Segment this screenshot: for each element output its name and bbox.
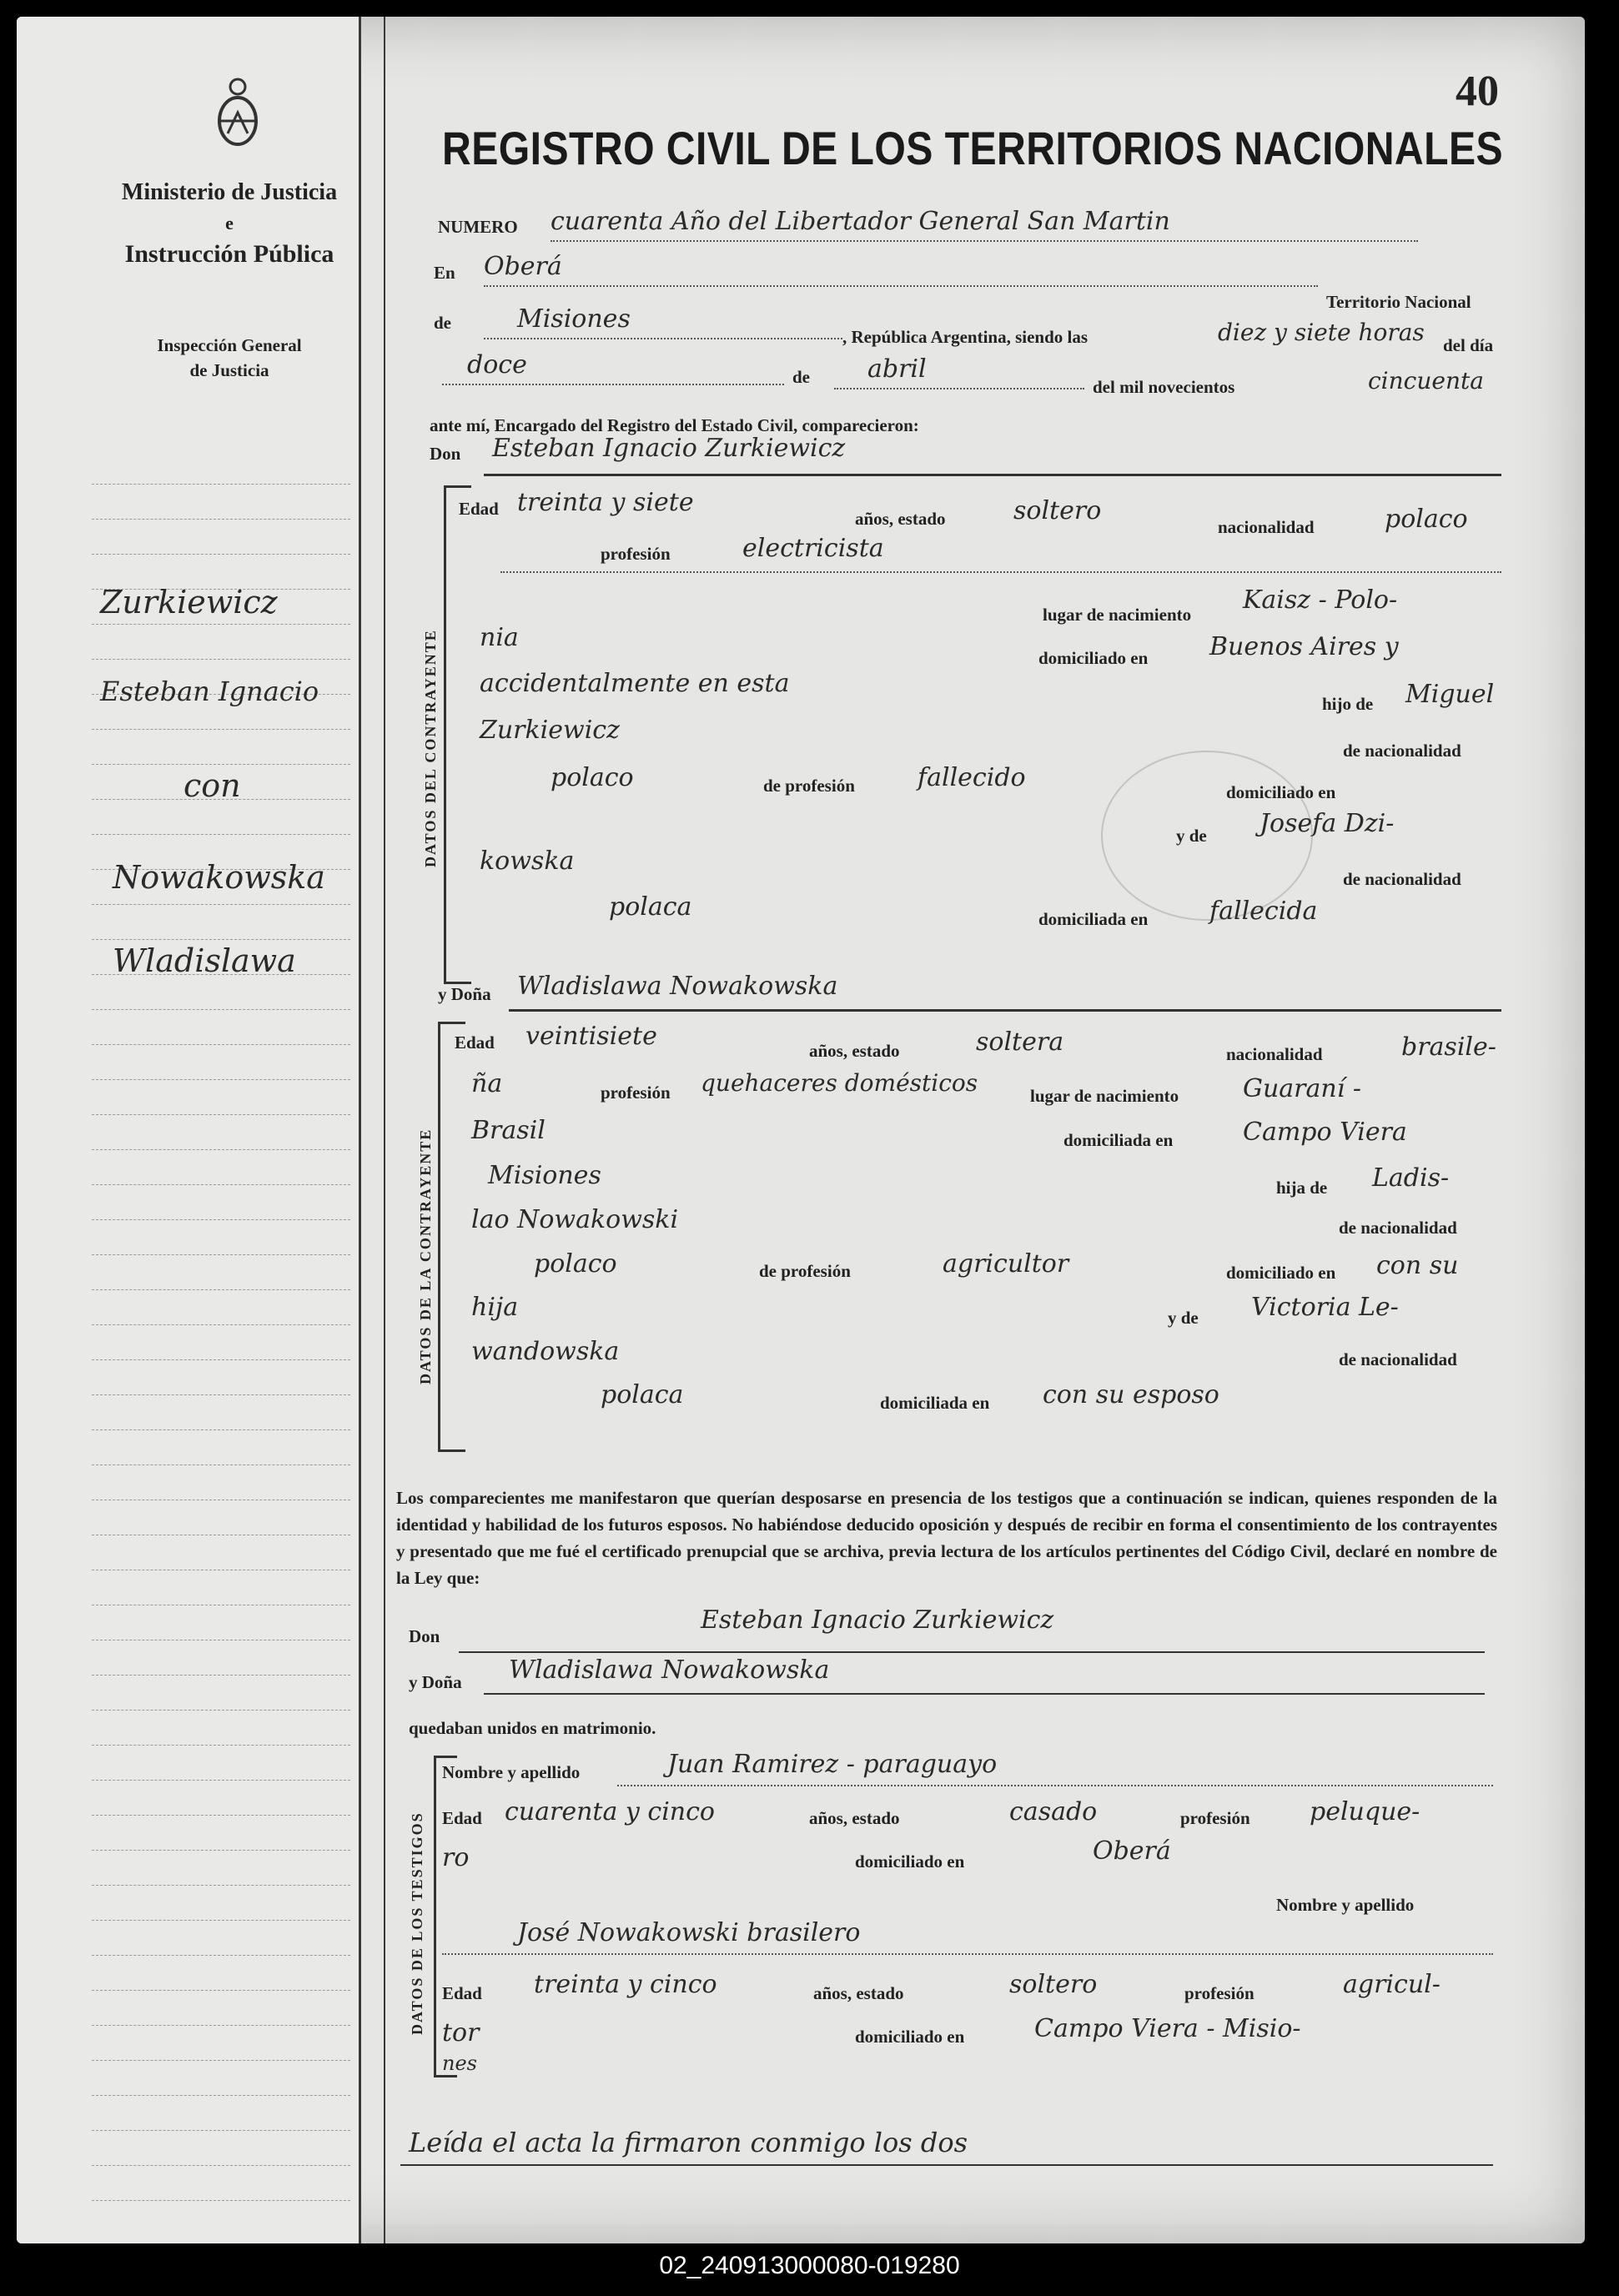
unidos-label: quedaban unidos en matrimonio. <box>409 1718 656 1738</box>
margin-rule <box>92 1149 350 1150</box>
margin-rule <box>92 624 350 625</box>
f-y-de-label: y de <box>1168 1308 1199 1328</box>
margin-note-given-names: Esteban Ignacio <box>100 676 319 707</box>
f-lugar-value2: Brasil <box>471 1116 546 1145</box>
republica-label: , República Argentina, siendo las <box>842 327 1089 347</box>
c-de-nac-label: de nacionalidad <box>1343 741 1461 761</box>
decl-dona-value: Wladislawa Nowakowska <box>509 1655 830 1685</box>
t1-prof-label: profesión <box>1180 1808 1250 1828</box>
mes-line <box>834 388 1084 389</box>
t1-dom-label: domiciliado en <box>855 1851 965 1871</box>
f-dom-label: domiciliada en <box>1063 1130 1174 1150</box>
ministry-line3: Instrucción Pública <box>124 240 334 268</box>
t1-nombre-label: Nombre y apellido <box>442 1762 581 1782</box>
margin-rule <box>92 519 350 520</box>
margin-rule <box>92 1289 350 1290</box>
closing-line <box>400 2164 1493 2166</box>
margin-rule <box>92 1044 350 1045</box>
margin-rule <box>92 1955 350 1956</box>
dona-value: Wladislawa Nowakowska <box>517 972 838 1001</box>
f-nac-value2: ña <box>471 1069 503 1098</box>
f-padre-value2: lao Nowakowski <box>471 1205 679 1234</box>
territorio-label: Territorio Nacional <box>1326 292 1471 312</box>
numero-value: cuarenta Año del Libertador General San Martin <box>551 207 1170 236</box>
t2-nombre-line <box>442 1953 1493 1955</box>
c-estado-value: soltero <box>1013 496 1102 525</box>
t2-dom: Campo Viera - Misio- <box>1034 2014 1301 2043</box>
margin-rule <box>92 1254 350 1255</box>
f-madre-nac: polaca <box>601 1380 684 1409</box>
margin-note-bride-surname: Nowakowska <box>113 859 325 896</box>
t2-anios-label: años, estado <box>813 1983 904 2003</box>
en-label: En <box>434 263 455 283</box>
margin-rule <box>92 1114 350 1115</box>
faded-stamp <box>1101 751 1313 921</box>
t1-prof2: ro <box>442 1843 470 1872</box>
page-number: 40 <box>1456 68 1499 115</box>
margin-rule <box>92 1394 350 1395</box>
margin-rule <box>92 484 350 485</box>
margin-rule <box>92 1850 350 1851</box>
mes-de-label: de <box>792 367 810 387</box>
margin-rule <box>92 2130 350 2131</box>
margin-divider <box>359 17 361 2243</box>
numero-label: NUMERO <box>438 217 518 237</box>
margin-rule <box>92 1885 350 1886</box>
f-madre-dom-label: domiciliada en <box>880 1393 990 1413</box>
don-label: Don <box>430 444 461 464</box>
t2-estado: soltero <box>1009 1970 1098 1999</box>
f-padre-dom1: con su <box>1376 1251 1459 1280</box>
c-padre-value1: Miguel <box>1405 680 1495 709</box>
t2-prof1: agricul- <box>1343 1970 1441 1999</box>
c-dom-label: domiciliado en <box>1038 648 1149 668</box>
del-dia-label: del día <box>1443 335 1494 355</box>
ante-label: ante mí, Encargado del Registro del Estado Civil, comparecieron: <box>430 415 919 435</box>
decl-dona-label: y Doña <box>409 1672 462 1692</box>
decl-dona-line <box>484 1693 1485 1695</box>
c-hijo-label: hijo de <box>1322 694 1374 714</box>
margin-rule <box>92 1359 350 1360</box>
f-nac-label: nacionalidad <box>1226 1044 1323 1064</box>
t2-edad: treinta y cinco <box>534 1970 717 1999</box>
mes-value: abril <box>867 354 927 384</box>
c-lugar-label: lugar de nacimiento <box>1043 605 1192 625</box>
c-dom-value2: accidentalmente en esta <box>480 669 790 698</box>
f-de-nac-label: de nacionalidad <box>1339 1218 1457 1238</box>
de-line <box>484 338 842 339</box>
dia-line <box>442 384 784 385</box>
t2-nombre: José Nowakowski brasilero <box>517 1918 861 1947</box>
f-padre-dom-label: domiciliado en <box>1226 1263 1336 1283</box>
en-line <box>484 285 1318 287</box>
margin-rule <box>92 939 350 940</box>
margin-note-con: con <box>184 767 241 804</box>
inspection-line2: de Justicia <box>189 360 269 380</box>
f-anios-label: años, estado <box>809 1041 900 1061</box>
t2-prof2: tor <box>442 2018 480 2047</box>
margin-rule <box>92 1184 350 1185</box>
t2-prof-label: profesión <box>1184 1983 1254 2003</box>
anio-value: cincuenta <box>1368 367 1484 394</box>
inspection-line1: Inspección General <box>157 335 302 355</box>
c-nac-value: polaco <box>1385 505 1468 534</box>
de-value: Misiones <box>517 304 631 334</box>
hora-value: diez y siete horas <box>1218 319 1425 346</box>
margin-rule <box>92 1990 350 1991</box>
margin-rule <box>92 2200 350 2201</box>
margin-rule <box>92 554 350 555</box>
f-edad-label: Edad <box>455 1032 495 1053</box>
margin-note-surname: Zurkiewicz <box>100 584 278 620</box>
margin-rule <box>92 2025 350 2026</box>
margin-rule <box>92 1429 350 1430</box>
f-padre-value1: Ladis- <box>1372 1163 1450 1193</box>
margin-rule <box>92 2060 350 2061</box>
margin-rule <box>92 764 350 765</box>
de-label: de <box>434 313 451 333</box>
c-padre-prof: fallecido <box>918 763 1026 792</box>
image-caption: 02_240913000080-019280 <box>659 2252 960 2279</box>
t1-estado: casado <box>1009 1797 1098 1826</box>
c-madre-nac: polaca <box>609 892 692 922</box>
f-edad-value: veintisiete <box>525 1022 657 1051</box>
f-de-prof-label: de profesión <box>759 1261 851 1281</box>
margin-rule <box>92 1780 350 1781</box>
c-dom-value1: Buenos Aires y <box>1209 632 1399 661</box>
c-prof-line <box>500 571 1501 573</box>
c-madre-nac-label: de nacionalidad <box>1343 869 1461 889</box>
ministry-line2: e <box>225 213 234 234</box>
contrayente-bracket <box>444 485 471 984</box>
decl-don-label: Don <box>409 1626 440 1646</box>
ministry-line1: Ministerio de Justicia <box>121 179 338 205</box>
f-dom-value1: Campo Viera <box>1243 1118 1407 1147</box>
f-estado-value: soltera <box>976 1027 1064 1057</box>
t2-nombre-label: Nombre y apellido <box>1276 1895 1415 1915</box>
margin-rule <box>92 1710 350 1711</box>
c-madre-dom: fallecida <box>1209 897 1318 926</box>
margin-rule <box>92 1745 350 1746</box>
c-lugar-value1: Kaisz - Polo- <box>1243 585 1398 615</box>
margin-rule <box>92 1815 350 1816</box>
coat-of-arms-icon <box>213 75 263 150</box>
c-prof-label: profesión <box>601 544 671 564</box>
f-padre-nac: polaco <box>534 1249 617 1279</box>
decl-don-value: Esteban Ignacio Zurkiewicz <box>701 1605 1054 1635</box>
margin-divider-inner <box>384 17 385 2243</box>
margin-rule <box>92 834 350 835</box>
f-madre-dom: con su esposo <box>1043 1380 1219 1409</box>
f-dom-value2: Misiones <box>488 1161 601 1190</box>
dia-value: doce <box>467 350 527 379</box>
don-line <box>484 474 1501 476</box>
margin-rule <box>92 2095 350 2096</box>
f-madre-value1: Victoria Le- <box>1251 1293 1399 1322</box>
margin-rule <box>92 1324 350 1325</box>
decl-don-line <box>459 1651 1485 1653</box>
f-lugar-label: lugar de nacimiento <box>1030 1086 1179 1106</box>
numero-line <box>551 240 1418 242</box>
f-hija-label: hija de <box>1276 1178 1328 1198</box>
don-value: Esteban Ignacio Zurkiewicz <box>492 434 846 463</box>
f-lugar-value1: Guaraní - <box>1243 1074 1361 1103</box>
c-padre-dom-label: domiciliado en <box>1226 782 1336 802</box>
t1-anios-label: años, estado <box>809 1808 900 1828</box>
register-page <box>17 17 1585 2243</box>
margin-rule <box>92 1675 350 1676</box>
c-madre-dom-label: domiciliada en <box>1038 909 1149 929</box>
margin-rule <box>92 729 350 730</box>
margin-rule <box>92 1920 350 1921</box>
margin-rule <box>92 1219 350 1220</box>
c-padre-nac: polaco <box>551 763 634 792</box>
c-madre-value2: kowska <box>480 847 575 876</box>
t1-nombre: Juan Ramirez - paraguayo <box>667 1750 998 1779</box>
t1-dom: Oberá <box>1093 1836 1171 1866</box>
contrayente-f-side-label: DATOS DE LA CONTRAYENTE <box>417 1128 434 1384</box>
f-nac-value1: brasile- <box>1401 1032 1496 1062</box>
f-padre-prof: agricultor <box>943 1249 1069 1279</box>
margin-rule <box>92 2165 350 2166</box>
f-prof-label: profesión <box>601 1083 671 1103</box>
margin-note-bride-name: Wladislawa <box>113 942 296 979</box>
c-prof-value: electricista <box>742 534 884 563</box>
contrayente-f-bracket <box>438 1022 465 1452</box>
c-y-de-label: y de <box>1176 826 1207 846</box>
t2-dom-label: domiciliado en <box>855 2027 965 2047</box>
c-lugar-value2: nia <box>480 623 519 652</box>
en-value: Oberá <box>484 252 562 281</box>
t1-prof1: peluque- <box>1310 1797 1420 1826</box>
c-nac-label: nacionalidad <box>1218 517 1315 537</box>
contrayente-side-label: DATOS DEL CONTRAYENTE <box>422 629 439 867</box>
f-prof-value: quehaceres domésticos <box>701 1069 978 1097</box>
margin-rule <box>92 659 350 660</box>
c-anios-label: años, estado <box>855 509 946 529</box>
dona-line <box>509 1009 1501 1012</box>
t1-edad-label: Edad <box>442 1808 482 1828</box>
t1-nombre-line <box>617 1785 1493 1786</box>
del-mil-label: del mil novecientos <box>1093 377 1235 397</box>
testigos-side-label: DATOS DE LOS TESTIGOS <box>409 1811 425 2035</box>
margin-rule <box>92 1009 350 1010</box>
page-title: REGISTRO CIVIL DE LOS TERRITORIOS NACIONALES <box>442 122 1504 174</box>
t1-edad: cuarenta y cinco <box>505 1797 715 1826</box>
declaration-text: Los comparecientes me manifestaron que querían desposarse en presencia de los testigos que a continuación se indican, quienes responden de la identidad y habilidad de los futuros esposos. No habiéndose deducido oposición y después de recibir en forma el consentimiento de los contrayentes y presentado que me fué el certificado prenupcial que se archiva, previa lectura de los artículos pertinentes del Código Civil, declaré en nombre de la Ley que: <box>396 1488 1497 1588</box>
c-padre-value2: Zurkiewicz <box>480 716 620 745</box>
f-madre-nac-label: de nacionalidad <box>1339 1349 1457 1369</box>
t2-edad-label: Edad <box>442 1983 482 2003</box>
c-madre-value1: Josefa Dzi- <box>1260 809 1395 838</box>
t2-dom2: nes <box>442 2052 477 2075</box>
margin-rule <box>92 1079 350 1080</box>
dona-label: y Doña <box>438 984 491 1004</box>
c-de-prof-label: de profesión <box>763 776 855 796</box>
c-edad-value: treinta y siete <box>517 488 694 517</box>
f-padre-dom2: hija <box>471 1293 519 1322</box>
margin-rule <box>92 904 350 905</box>
closing-text: Leída el acta la firmaron conmigo los dos <box>409 2127 968 2158</box>
c-edad-label: Edad <box>459 499 499 519</box>
f-madre-value2: wandowska <box>471 1337 620 1366</box>
